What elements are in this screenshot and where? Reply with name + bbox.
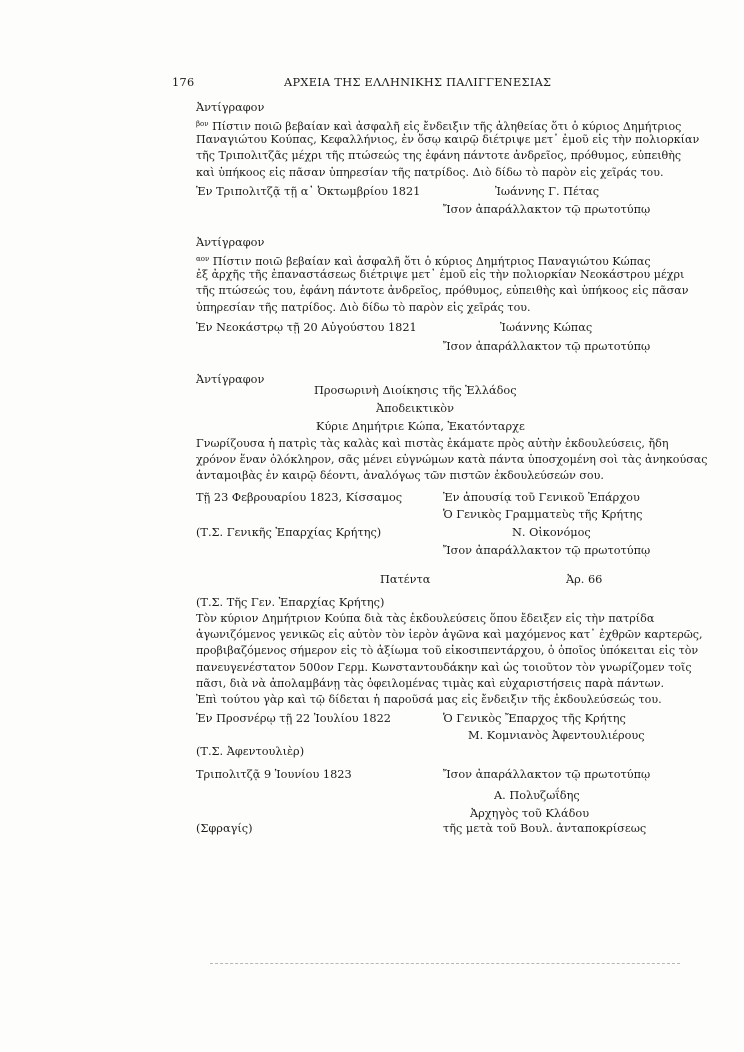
doc3-label: Ἀντίγραφον [196, 373, 265, 386]
doc4-line-3: προβιβαζόμενος σήμερον εἰς τὸ ἀξίωμα τοῦ εἰκοσιπεντάρχου, ὁ ὁποῖος ὑπόκειται εἰς τὸν [196, 644, 699, 658]
doc2-copy-note: Ἴσον ἀπαράλλακτον τῷ πρωτοτύπῳ [443, 340, 651, 353]
doc4-line-1: Τὸν κύριον Δημήτριον Κούπα διὰ τὰς ἐκδουλεύσεις ὅπου ἔδειξεν εἰς τὴν πατρίδα [196, 612, 655, 625]
doc4-copy-note: Ἴσον ἀπαράλλακτον τῷ πρωτοτύπῳ [443, 768, 651, 781]
doc4-number: Ἀρ. 66 [566, 573, 603, 586]
doc3-signature: Ν. Οἰκονόμος [512, 526, 591, 539]
doc1-copy-note: Ἴσον ἀπαράλλακτον τῷ πρωτοτύπῳ [443, 203, 651, 216]
doc1-sup-mark: βον [196, 120, 209, 128]
doc2-signature: Ἰωάννης Κώπας [500, 321, 593, 334]
doc1-line-2: Παναγιώτου Κούπας, Κεφαλλήνιος, ἐν ὅσῳ καιρῷ διέτριψε μετ᾽ ἐμοῦ εἰς τὴν πολιορκίαν [196, 133, 700, 147]
doc4-eparch-title: Ὁ Γενικὸς Ἔπαρχος τῆς Κρήτης [443, 712, 626, 725]
doc2-body [196, 251, 689, 316]
doc4-heading: Πατέντα [380, 573, 431, 586]
doc1-line-4: καὶ ὑπήκοος εἰς πᾶσαν ὑπηρεσίαν τῆς πατρίδος. Διὸ δίδω τὸ παρὸν εἰς χεῖράς του. [196, 165, 664, 179]
doc4-closing-title1: Ἀρχηγὸς τοῦ Κλάδου [470, 807, 590, 820]
doc3-absence-note: Ἐν ἀπουσίᾳ τοῦ Γενικοῦ Ἐπάρχου [443, 491, 640, 504]
doc3-heading2: Ἀποδεικτικὸν [376, 402, 454, 415]
doc3-salutation: Κύριε Δημήτριε Κώπα, Ἑκατόνταρχε [316, 420, 525, 433]
doc2-line-1: $^{\alpha o\nu}$ Πίστιν ποιῶ βεβαίαν καὶ ἀσφαλῆ ὅτι ὁ κύριος Δημήτριος Παναγιώτου Κώπας [196, 255, 651, 268]
doc1-line-3: τῆς Τριπολιτζᾶς μέχρι τῆς πτώσεώς της ἐφάνη πάντοτε ἀνδρεῖος, πρόθυμος, εὐπειθὴς [196, 149, 682, 163]
doc1-signature: Ἰωάννης Γ. Πέτας [495, 185, 600, 198]
doc3-line-1: Γνωρίζουσα ἡ πατρὶς τὰς καλὰς καὶ πιστὰς ἐκάματε πρὸς αὐτὴν ἐκδουλεύσεις, ἤδη [196, 437, 669, 450]
doc4-seal2: (Τ.Σ. Ἀφεντουλιὲρ) [196, 745, 305, 758]
doc1-label: Ἀντίγραφον [196, 101, 265, 114]
doc2-line-3: τῆς πτώσεώς του, ἐφάνη πάντοτε ἀνδρεῖος, πρόθυμος, εὐπειθὴς καὶ ὑπήκοος εἰς πᾶσαν [196, 284, 689, 298]
doc4-seal-word: (Σφραγίς) [196, 822, 253, 835]
doc3-line-3: ἀνταμοιβὰς ἐν καιρῷ δέοντι, ἀναλόγως τῶν πιστῶν ἐκδουλεύσεών σου. [196, 469, 604, 483]
doc4-closing-signature: Α. Πολυζωΐδης [494, 789, 580, 802]
doc4-line-2: ἀγωνιζόμενος γενικῶς εἰς αὐτὸν τὸν ἱερὸν ἀγῶνα καὶ μαχόμενος κατ᾽ ἐχθρῶν καρτερῶς, [196, 628, 703, 642]
doc4-closing-place-date: Τριπολιτζᾷ 9 Ἰουνίου 1823 [196, 768, 352, 781]
doc4-signature: Μ. Κομνιανὸς Ἀφεντουλιέρους [468, 729, 645, 742]
doc4-line-4: πανευγενέστατον 500ον Γερμ. Κωνσταντουδάκην καὶ ὡς τοιοῦτον τὸν γνωρίζομεν τοῖς [196, 660, 692, 674]
doc3-seal: (Τ.Σ. Γενικῆς Ἐπαρχίας Κρήτης) [196, 526, 382, 539]
doc1-place-date: Ἐν Τριπολιτζᾷ τῇ α᾽ Ὀκτωμβρίου 1821 [196, 185, 421, 198]
doc4-place-date: Ἐν Προσνέρῳ τῇ 22 Ἰουλίου 1822 [196, 712, 391, 725]
page-number: 176 [172, 76, 195, 89]
doc3-heading1: Προσωρινὴ Διοίκησις τῆς Ἑλλάδος [314, 384, 517, 397]
doc4-body [196, 611, 703, 708]
doc2-sup-mark: αον [196, 255, 210, 263]
doc3-body [196, 436, 708, 485]
doc2-line-4: ὑπηρεσίαν τῆς πατρίδος. Διὸ δίδω τὸ παρὸν εἰς χεῖράς του. [196, 300, 531, 314]
doc2-line-2: ἐξ ἀρχῆς τῆς ἐπαναστάσεως διέτριψε μετ᾽ ἐμοῦ εἰς τὴν πολιορκίαν Νεοκάστρου μέχρι [196, 268, 685, 282]
doc4-closing-title2: τῆς μετὰ τοῦ Βουλ. ἀνταποκρίσεως [443, 822, 647, 835]
doc2-label: Ἀντίγραφον [196, 236, 265, 249]
doc4-seal: (Τ.Σ. Τῆς Γεν. Ἐπαρχίας Κρήτης) [196, 596, 385, 609]
doc3-place-date: Τῇ 23 Φεβρουαρίου 1823, Κίσσαμος [196, 491, 403, 504]
doc1-line-1: $^{\beta o\nu}$ Πίστιν ποιῶ βεβαίαν καὶ ἀσφαλῆ εἰς ἔνδειξιν τῆς ἀληθείας ὅτι ὁ κύριος Δημήτριος [196, 120, 682, 133]
doc1-body [196, 116, 700, 181]
doc4-line-6: Ἐπὶ τούτου γὰρ καὶ τῷ δίδεται ἡ παροῦσά μας εἰς ἔνδειξιν τῆς ἐκδουλεύσεώς του. [196, 692, 662, 706]
doc4-line-5: πᾶσι, διὰ νὰ ἀπολαμβάνῃ τὰς ὀφειλομένας τιμὰς καὶ εὐχαριστήσεις παρὰ πάντων. [196, 676, 665, 690]
running-title: ΑΡΧΕΙΑ ΤΗΣ ΕΛΛΗΝΙΚΗΣ ΠΑΛΙΓΓΕΝΕΣΙΑΣ [284, 76, 552, 89]
doc3-line-2: χρόνον ἕναν ὁλόκληρον, σᾶς μένει εὐγνώμων κατὰ πάντα ὑποσχομένη σοὶ τὰς ἀνηκούσας [196, 453, 708, 467]
doc2-place-date: Ἐν Νεοκάστρῳ τῇ 20 Αὐγούστου 1821 [196, 321, 417, 334]
doc3-copy-note: Ἴσον ἀπαράλλακτον τῷ πρωτοτύπῳ [443, 544, 651, 557]
scan-artifact-rule [210, 963, 680, 965]
doc3-secretary-title: Ὁ Γενικὸς Γραμματεὺς τῆς Κρήτης [443, 508, 643, 521]
